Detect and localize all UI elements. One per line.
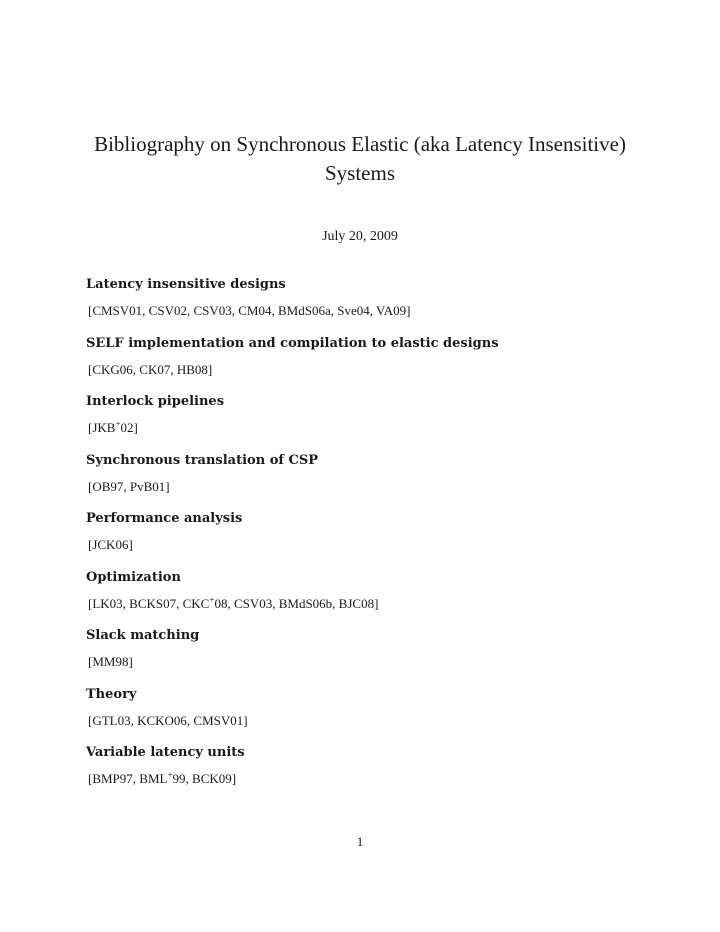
- citation-superscript: +: [167, 770, 173, 780]
- document-date: July 20, 2009: [322, 229, 398, 244]
- citation-text: [CMSV01, CSV02, CSV03, CM04, BMdS06a, Sve04, VA09]: [88, 303, 411, 318]
- citation-keys: [88, 713, 248, 729]
- citation-text: [LK03, BCKS07, CKC: [88, 595, 210, 611]
- bibliography-section: [86, 276, 646, 335]
- bibliography-section: [86, 744, 646, 803]
- section-heading: Interlock pipelines: [86, 394, 225, 409]
- bibliography-section: [86, 686, 646, 745]
- document-title: Bibliography on Synchronous Elastic (aka Latency Insensitive) Systems: [94, 132, 626, 185]
- citation-keys: [88, 537, 133, 553]
- bibliography-section: [86, 452, 646, 511]
- bibliography-sections: [86, 276, 646, 803]
- citation-text: 08, CSV03, BMdS06b, BJC08]: [214, 595, 379, 611]
- bibliography-section: [86, 569, 646, 628]
- citation-keys: [88, 420, 138, 436]
- citation-text: [MM98]: [88, 654, 133, 669]
- citation-text: 02]: [120, 420, 138, 435]
- citation-keys: [88, 654, 133, 670]
- citation-keys: [88, 303, 410, 319]
- section-heading: Theory: [86, 686, 137, 702]
- citation-text: [CKG06, CK07, HB08]: [88, 361, 213, 377]
- citation-text: [JKB: [88, 420, 116, 435]
- page-number: 1: [356, 834, 364, 849]
- section-heading: Synchronous translation of CSP: [86, 452, 319, 468]
- section-heading: Variable latency units: [86, 745, 245, 760]
- citation-text: [OB97, PvB01]: [88, 478, 170, 494]
- citation-text: 99, BCK09]: [172, 771, 237, 786]
- bibliography-section: [86, 510, 646, 569]
- bibliography-section: [86, 393, 646, 452]
- citation-keys: [88, 771, 236, 787]
- citation-keys: [88, 596, 378, 612]
- bibliography-section: [86, 627, 646, 686]
- section-heading: Latency insensitive designs: [86, 277, 286, 292]
- citation-text: [JCK06]: [88, 537, 133, 552]
- citation-text: [GTL03, KCKO06, CMSV01]: [88, 712, 248, 728]
- citation-superscript: +: [115, 419, 121, 429]
- citation-keys: [88, 479, 170, 495]
- citation-superscript: +: [209, 594, 215, 605]
- citation-text: [BMP97, BML: [88, 771, 168, 786]
- bibliography-section: [86, 335, 646, 394]
- section-heading: Performance analysis: [86, 511, 243, 526]
- citation-keys: [88, 362, 212, 378]
- section-heading: Slack matching: [86, 628, 200, 643]
- section-heading: SELF implementation and compilation to elastic designs: [86, 335, 499, 351]
- section-heading: Optimization: [86, 569, 181, 585]
